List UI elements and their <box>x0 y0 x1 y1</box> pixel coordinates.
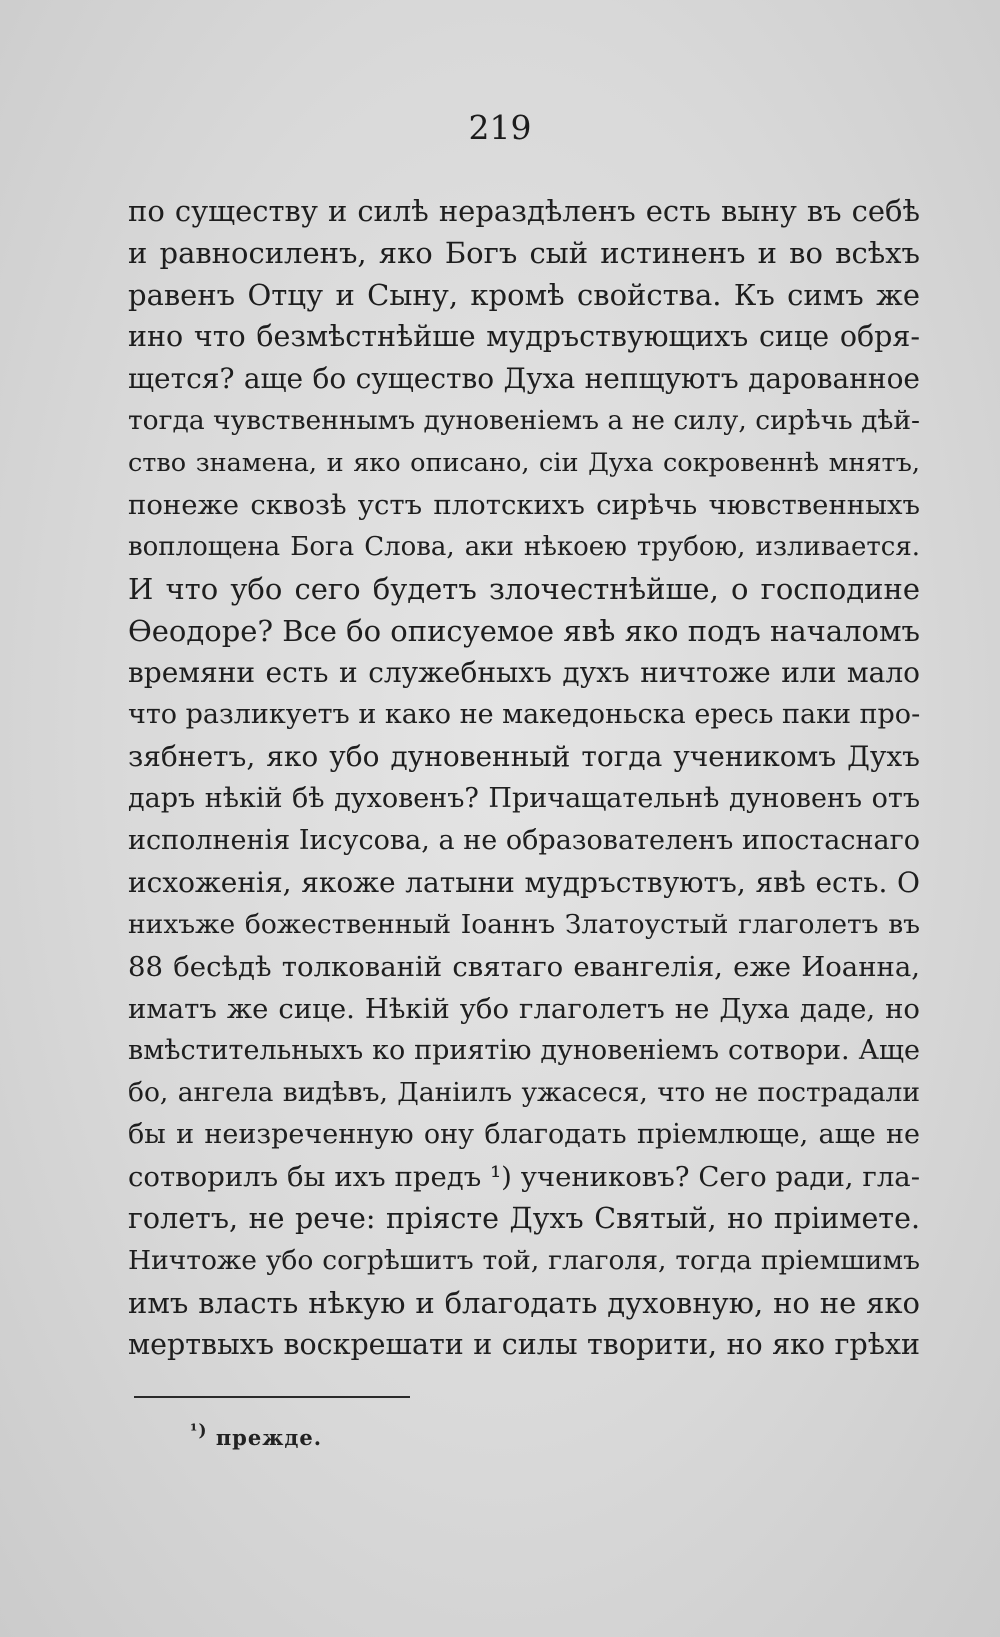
text-line: по существу и силѣ нераздѣленъ есть выну въ себѣ <box>128 194 920 228</box>
text-line: равенъ Отцу и Сыну, кромѣ свойства. Къ симъ же <box>128 278 920 312</box>
footnote <box>190 1421 323 1450</box>
text-line: даръ нѣкій бѣ духовенъ? Причащательнѣ дуновенъ отъ <box>128 783 920 814</box>
text-line: воплощена Бога Слова, аки нѣкоею трубою, изливается. <box>128 532 920 562</box>
text-line: мертвыхъ воскрешати и силы творити, но яко грѣхи <box>128 1328 920 1361</box>
text-line: нихъже божественный Іоаннъ Златоустый глаголетъ въ <box>128 909 920 940</box>
text-line: сотворилъ бы ихъ предъ ¹) учениковъ? Сего ради, гла- <box>128 1161 920 1193</box>
text-line: времяни есть и служебныхъ духъ ничтоже или мало <box>128 656 920 689</box>
text-line: тогда чувственнымъ дуновеніемъ а не силу, сирѣчь дѣй- <box>128 405 920 436</box>
footnote-text: прежде. <box>215 1425 323 1450</box>
footnote-divider <box>134 1396 410 1398</box>
text-line: 88 бесѣдѣ толкованій святаго евангелія, еже Иоанна, <box>128 951 920 983</box>
text-line: зябнетъ, яко убо дуновенный тогда ученикомъ Духъ <box>128 740 920 773</box>
text-line: ино что безмѣстнѣйше мудръствующихъ сице обря- <box>128 320 920 353</box>
text-line: И что убо сего будетъ злочестнѣйше, о господине <box>128 572 920 606</box>
footnote-marker: ¹) <box>190 1421 208 1441</box>
text-line: вмѣстительныхъ ко приятію дуновеніемъ сотвори. Аще <box>128 1035 920 1066</box>
body-text <box>128 190 920 1366</box>
text-line: исхоженія, якоже латыни мудръствуютъ, явѣ есть. О <box>128 866 920 899</box>
text-line: исполненія Іисусова, а не образователенъ ипостаснаго <box>128 825 920 856</box>
text-line: ство знамена, и яко описано, сіи Духа сокровеннѣ мнятъ, <box>128 448 920 478</box>
text-line: бо, ангела видѣвъ, Даніилъ ужасеся, что не пострадали <box>128 1077 920 1108</box>
text-line: и равносиленъ, яко Богъ сый истиненъ и во всѣхъ <box>128 236 920 270</box>
text-line: имъ власть нѣкую и благодать духовную, но не яко <box>128 1286 920 1320</box>
text-line: бы и неизреченную ону благодать пріемлюще, аще не <box>128 1119 920 1150</box>
text-line: иматъ же сице. Нѣкій убо глаголетъ не Духа даде, но <box>128 993 920 1025</box>
text-line: Ѳеодоре? Все бо описуемое явѣ яко подъ началомъ <box>128 614 920 648</box>
text-line: щется? аще бо существо Духа непщуютъ дарованное <box>128 362 920 395</box>
text-line: Ничтоже убо согрѣшитъ той, глаголя, тогда пріемшимъ <box>128 1245 920 1276</box>
text-line: что разликуетъ и како не македоньска ересь паки про- <box>128 699 921 730</box>
text-line: голетъ, не рече: пріясте Духъ Святый, но пріимете. <box>128 1202 920 1235</box>
page-number: 219 <box>468 108 532 147</box>
text-line: понеже сквозѣ устъ плотскихъ сирѣчь чювственныхъ <box>128 489 920 521</box>
